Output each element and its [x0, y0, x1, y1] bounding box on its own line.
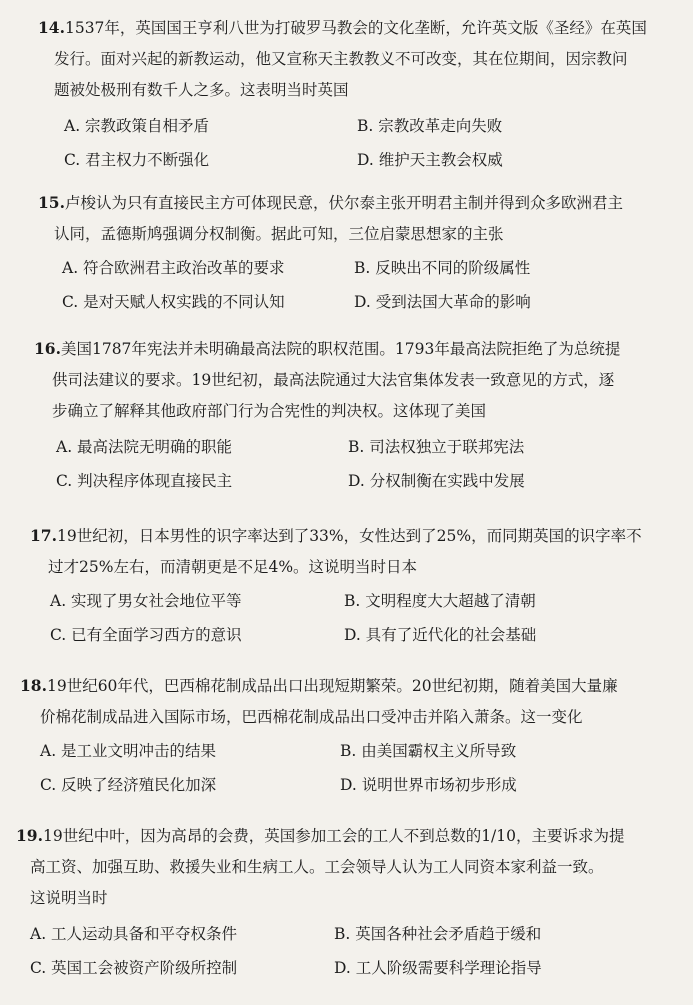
option-c: C. 反映了经济殖民化加深	[40, 776, 217, 794]
stem-line: 认同，孟德斯鸠强调分权制衡。据此可知，三位启蒙思想家的主张	[54, 225, 504, 243]
option-b: B. 文明程度大大超越了清朝	[344, 592, 536, 610]
question-stem	[0, 12, 693, 106]
stem-line: 供司法建议的要求。19世纪初，最高法院通过大法官集体发表一致意见的方式，逐	[52, 371, 615, 389]
option-a: A. 实现了男女社会地位平等	[50, 592, 242, 610]
stem-line: 高工资、加强互助、救援失业和生病工人。工会领导人认为工人同资本家利益一致。	[30, 858, 604, 876]
option-b: B. 宗教改革走向失败	[357, 117, 503, 135]
option-d: D. 维护天主教会权威	[357, 151, 503, 169]
option-a: A. 符合欧洲君主政治改革的要求	[62, 259, 285, 277]
stem-line: 19世纪中叶，因为高昂的会费，英国参加工会的工人不到总数的1/10，主要诉求为提	[42, 827, 625, 845]
stem-line: 题被处极刑有数千人之多。这表明当时英国	[54, 81, 349, 99]
option-a: A. 宗教政策自相矛盾	[64, 117, 210, 135]
option-d: D. 受到法国大革命的影响	[354, 293, 531, 311]
option-c: C. 君主权力不断强化	[64, 151, 210, 169]
stem-line: 19世纪60年代，巴西棉花制成品出口出现短期繁荣。20世纪初期，随着美国大量廉	[46, 677, 618, 695]
question-stem	[0, 520, 693, 583]
question-stem	[0, 333, 693, 427]
option-d: D. 分权制衡在实践中发展	[348, 472, 525, 490]
question-14	[0, 12, 693, 169]
question-19	[0, 820, 693, 977]
option-c: C. 是对天赋人权实践的不同认知	[62, 293, 285, 311]
stem-line: 这说明当时	[30, 889, 108, 907]
option-a: A. 最高法院无明确的职能	[56, 438, 233, 456]
stem-line: 19世纪初，日本男性的识字率达到了33%，女性达到了25%，而同期英国的识字率不	[56, 527, 642, 545]
stem-line: 发行。面对兴起的新教运动，他又宣称天主教教义不可改变，其在位期间，因宗教问	[54, 50, 628, 68]
option-b: B. 英国各种社会矛盾趋于缓和	[334, 925, 542, 943]
stem-line: 价棉花制成品进入国际市场，巴西棉花制成品出口受冲击并陷入萧条。这一变化	[40, 708, 583, 726]
option-c: C. 已有全面学习西方的意识	[50, 626, 242, 644]
question-number: 15.	[38, 193, 65, 212]
option-a: A. 工人运动具备和平夺权条件	[30, 925, 238, 943]
option-c: C. 判决程序体现直接民主	[56, 472, 233, 490]
stem-line: 过才25%左右，而清朝更是不足4%。这说明当时日本	[48, 558, 418, 576]
question-16	[0, 333, 693, 490]
option-d: D. 具有了近代化的社会基础	[344, 626, 537, 644]
option-a: A. 是工业文明冲击的结果	[40, 742, 217, 760]
stem-line: 美国1787年宪法并未明确最高法院的职权范围。1793年最高法院拒绝了为总统提	[60, 340, 621, 358]
question-stem	[0, 187, 693, 250]
question-number: 18.	[20, 676, 47, 695]
question-15	[0, 187, 693, 311]
question-number: 17.	[30, 526, 57, 545]
option-b: B. 反映出不同的阶级属性	[354, 259, 531, 277]
stem-line: 卢梭认为只有直接民主方可体现民意，伏尔泰主张开明君主制并得到众多欧洲君主	[64, 194, 623, 212]
stem-line: 1537年，英国国王亨利八世为打破罗马教会的文化垄断，允许英文版《圣经》在英国	[64, 19, 647, 37]
question-18	[0, 670, 693, 794]
question-number: 16.	[34, 339, 61, 358]
question-number: 19.	[16, 826, 43, 845]
question-17	[0, 520, 693, 644]
option-c: C. 英国工会被资产阶级所控制	[30, 959, 238, 977]
option-b: B. 司法权独立于联邦宪法	[348, 438, 525, 456]
option-d: D. 说明世界市场初步形成	[340, 776, 517, 794]
stem-line: 步确立了解释其他政府部门行为合宪性的判决权。这体现了美国	[52, 402, 487, 420]
option-d: D. 工人阶级需要科学理论指导	[334, 959, 542, 977]
question-stem	[0, 670, 693, 733]
question-stem	[0, 820, 693, 914]
question-number: 14.	[38, 18, 65, 37]
option-b: B. 由美国霸权主义所导致	[340, 742, 517, 760]
